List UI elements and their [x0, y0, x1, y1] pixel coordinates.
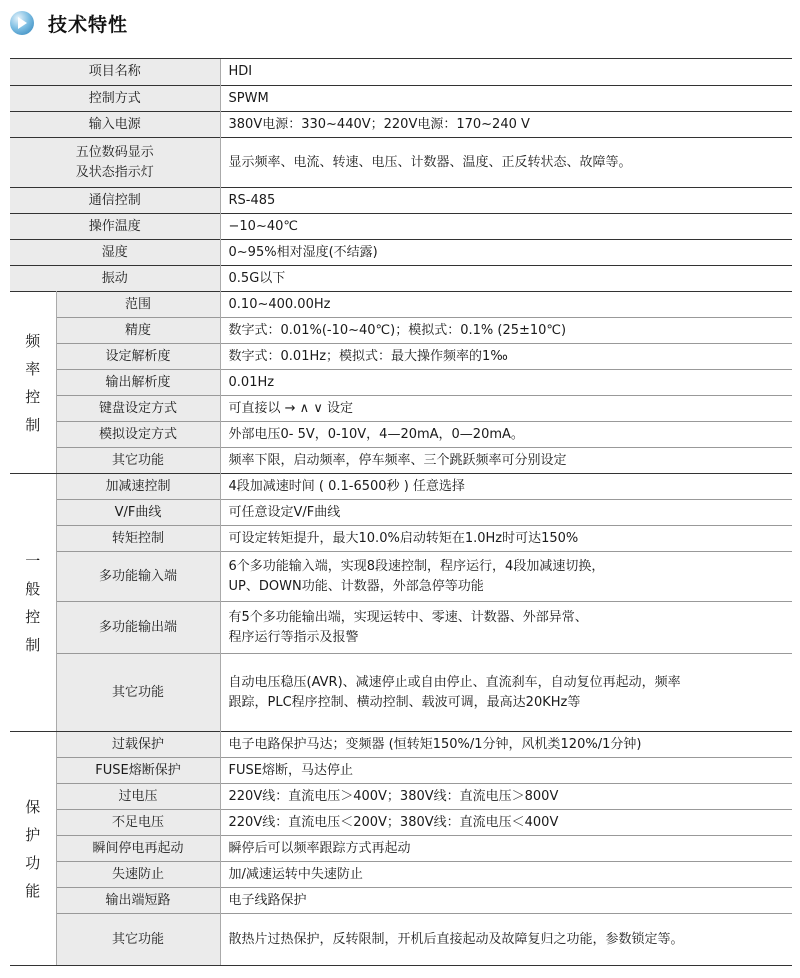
- row-value: HDI: [220, 59, 792, 86]
- table-row: [10, 784, 792, 810]
- row-label: 操作温度: [10, 214, 220, 240]
- row-label: 不足电压: [56, 810, 220, 836]
- table-row: [10, 396, 792, 422]
- table-row: [10, 552, 792, 602]
- group-label-general-control: 一 般 控 制: [10, 474, 56, 732]
- row-value: 0.10~400.00Hz: [220, 292, 792, 318]
- row-label: 设定解析度: [56, 344, 220, 370]
- row-label: 通信控制: [10, 188, 220, 214]
- row-value: SPWM: [220, 86, 792, 112]
- row-value: 电子线路保护: [220, 888, 792, 914]
- row-value: 220V线：直流电压＞400V；380V线：直流电压＞800V: [220, 784, 792, 810]
- table-row: [10, 112, 792, 138]
- row-label: 其它功能: [56, 448, 220, 474]
- row-value: 可设定转矩提升，最大10.0%启动转矩在1.0Hz时可达150%: [220, 526, 792, 552]
- row-value: 4段加减速时间 ( 0.1-6500秒 ) 任意选择: [220, 474, 792, 500]
- group-label-frequency-control: 频 率 控 制: [10, 292, 56, 474]
- row-label: 输入电源: [10, 112, 220, 138]
- table-row: [10, 214, 792, 240]
- section-title: 技术特性: [48, 13, 129, 36]
- row-label: 项目名称: [10, 59, 220, 86]
- table-row: [10, 292, 792, 318]
- row-value: 数字式：0.01%(-10~40℃)；模拟式：0.1% (25±10℃): [220, 318, 792, 344]
- row-label: 输出端短路: [56, 888, 220, 914]
- row-value: 散热片过热保护，反转限制，开机后直接起动及故障复归之功能，参数锁定等。: [220, 914, 792, 966]
- table-row: [10, 862, 792, 888]
- row-value: 6个多功能输入端，实现8段速控制，程序运行，4段加减速切换， UP、DOWN功能、计数器，外部急停等功能: [220, 552, 792, 602]
- row-value: 显示频率、电流、转速、电压、计数器、温度、正反转状态、故障等。: [220, 138, 792, 188]
- row-label: 过电压: [56, 784, 220, 810]
- row-value: 电子电路保护马达；变频器 (恒转矩150%/1分钟，风机类120%/1分钟): [220, 732, 792, 758]
- row-label: 精度: [56, 318, 220, 344]
- table-row: [10, 422, 792, 448]
- row-value: 可直接以 → ∧ ∨ 设定: [220, 396, 792, 422]
- row-value: 0~95%相对湿度(不结露): [220, 240, 792, 266]
- table-row: [10, 318, 792, 344]
- table-row: [10, 266, 792, 292]
- table-row: [10, 86, 792, 112]
- row-value: 0.01Hz: [220, 370, 792, 396]
- row-label: 过载保护: [56, 732, 220, 758]
- row-value: 220V线：直流电压＜200V；380V线：直流电压＜400V: [220, 810, 792, 836]
- row-label: 键盘设定方式: [56, 396, 220, 422]
- table-row: [10, 500, 792, 526]
- row-value: 有5个多功能输出端，实现运转中、零速、计数器、外部异常、 程序运行等指示及报警: [220, 602, 792, 654]
- row-value: 频率下限，启动频率，停车频率、三个跳跃频率可分别设定: [220, 448, 792, 474]
- row-value: 380V电源：330~440V；220V电源：170~240 V: [220, 112, 792, 138]
- table-row: [10, 370, 792, 396]
- row-value: 数字式：0.01Hz；模拟式：最大操作频率的1‰: [220, 344, 792, 370]
- table-row: [10, 448, 792, 474]
- table-row: [10, 836, 792, 862]
- table-row: [10, 474, 792, 500]
- table-row: [10, 654, 792, 732]
- table-row: [10, 732, 792, 758]
- row-value: 加/减速运转中失速防止: [220, 862, 792, 888]
- table-row: [10, 914, 792, 966]
- row-label: 多功能输入端: [56, 552, 220, 602]
- row-label: 多功能输出端: [56, 602, 220, 654]
- row-value: 瞬停后可以频率跟踪方式再起动: [220, 836, 792, 862]
- play-arrow-icon: [10, 11, 34, 35]
- spec-table: [10, 58, 792, 966]
- row-value: 自动电压稳压(AVR)、减速停止或自由停止、直流刹车，自动复位再起动，频率 跟踪，PLC程序控制、横动控制、载波可调，最高达20KHz等: [220, 654, 792, 732]
- row-value: 可任意设定V/F曲线: [220, 500, 792, 526]
- table-row: [10, 888, 792, 914]
- row-label: 转矩控制: [56, 526, 220, 552]
- row-label: 失速防止: [56, 862, 220, 888]
- row-value: −10~40℃: [220, 214, 792, 240]
- row-label: 范围: [56, 292, 220, 318]
- row-label: V/F曲线: [56, 500, 220, 526]
- table-row: [10, 240, 792, 266]
- table-row: [10, 59, 792, 86]
- row-label: 控制方式: [10, 86, 220, 112]
- row-value: 外部电压0- 5V，0-10V，4—20mA，0—20mA。: [220, 422, 792, 448]
- table-row: [10, 344, 792, 370]
- row-label: FUSE熔断保护: [56, 758, 220, 784]
- table-row: [10, 188, 792, 214]
- row-value: RS-485: [220, 188, 792, 214]
- row-label: 振动: [10, 266, 220, 292]
- table-row: [10, 810, 792, 836]
- row-label: 五位数码显示 及状态指示灯: [10, 138, 220, 188]
- row-label: 输出解析度: [56, 370, 220, 396]
- row-label: 湿度: [10, 240, 220, 266]
- row-value: FUSE熔断，马达停止: [220, 758, 792, 784]
- table-row: [10, 526, 792, 552]
- table-row: [10, 758, 792, 784]
- row-label: 模拟设定方式: [56, 422, 220, 448]
- row-value: 0.5G以下: [220, 266, 792, 292]
- row-label: 其它功能: [56, 654, 220, 732]
- group-label-protection: 保 护 功 能: [10, 732, 56, 966]
- table-row: [10, 138, 792, 188]
- row-label: 瞬间停电再起动: [56, 836, 220, 862]
- table-row: [10, 602, 792, 654]
- row-label: 其它功能: [56, 914, 220, 966]
- section-header: [10, 8, 128, 38]
- row-label: 加减速控制: [56, 474, 220, 500]
